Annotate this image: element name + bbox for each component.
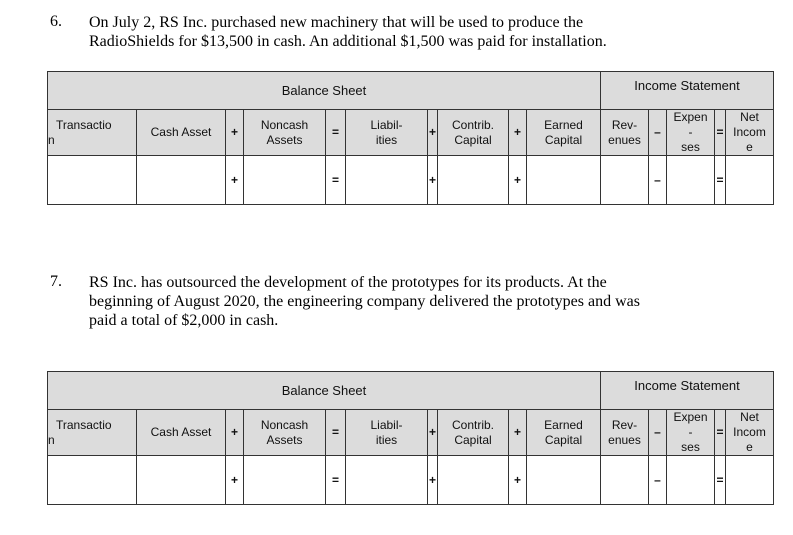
noncash-assets-header: Noncash Assets: [244, 110, 326, 156]
earned-capital-cell[interactable]: [527, 456, 601, 505]
income-statement-header: Income Statement: [601, 72, 774, 110]
question-7-number: 7.: [50, 273, 62, 290]
equals-sign: =: [715, 156, 726, 205]
net-income-cell[interactable]: [726, 156, 774, 205]
balance-sheet-header: Balance Sheet: [48, 72, 601, 110]
contributed-capital-header: Contrib. Capital: [438, 110, 509, 156]
contributed-capital-cell[interactable]: [438, 156, 509, 205]
contributed-capital-cell[interactable]: [438, 456, 509, 505]
equals-sign: =: [715, 410, 726, 456]
noncash-assets-header: Noncash Assets: [244, 410, 326, 456]
earned-capital-cell[interactable]: [527, 156, 601, 205]
plus-sign: +: [226, 110, 244, 156]
equals-sign: =: [326, 156, 346, 205]
plus-sign: +: [428, 456, 438, 505]
minus-sign: –: [649, 456, 667, 505]
equals-sign: =: [326, 410, 346, 456]
minus-sign: –: [649, 156, 667, 205]
transaction-table-7: [47, 371, 774, 505]
cash-asset-cell[interactable]: [137, 456, 226, 505]
question-6-line-2: RadioShields for $13,500 in cash. An additional $1,500 was paid for installation.: [89, 33, 607, 50]
equals-sign: =: [715, 110, 726, 156]
revenues-header: Rev- enues: [601, 110, 649, 156]
plus-sign: +: [226, 156, 244, 205]
question-7-line-1: RS Inc. has outsourced the development of the prototypes for its products. At the: [89, 274, 607, 291]
revenues-header: Rev- enues: [601, 410, 649, 456]
equals-sign: =: [715, 456, 726, 505]
expenses-cell[interactable]: [667, 456, 715, 505]
transaction-cell[interactable]: [48, 456, 137, 505]
plus-sign: +: [509, 110, 527, 156]
equals-sign: =: [326, 456, 346, 505]
transaction-table-6: [47, 71, 774, 205]
question-6-line-1: On July 2, RS Inc. purchased new machinery that will be used to produce the: [89, 14, 584, 31]
plus-sign: +: [428, 410, 438, 456]
contributed-capital-header: Contrib. Capital: [438, 410, 509, 456]
expenses-header: Expen - ses: [667, 110, 715, 156]
expenses-cell[interactable]: [667, 156, 715, 205]
noncash-assets-cell[interactable]: [244, 456, 326, 505]
plus-sign: +: [226, 456, 244, 505]
plus-sign: +: [428, 156, 438, 205]
earned-capital-header: Earned Capital: [527, 410, 601, 456]
question-6-text: [89, 13, 607, 51]
balance-sheet-header: Balance Sheet: [48, 372, 601, 410]
transaction-cell[interactable]: [48, 156, 137, 205]
cash-asset-header: Cash Asset: [137, 410, 226, 456]
question-7-line-2: beginning of August 2020, the engineering company delivered the prototypes and was: [89, 293, 640, 310]
revenues-cell[interactable]: [601, 156, 649, 205]
expenses-header: Expen - ses: [667, 410, 715, 456]
noncash-assets-cell[interactable]: [244, 156, 326, 205]
liabilities-header: Liabil- ities: [346, 410, 428, 456]
earned-capital-header: Earned Capital: [527, 110, 601, 156]
liabilities-cell[interactable]: [346, 456, 428, 505]
net-income-cell[interactable]: [726, 456, 774, 505]
question-7-line-3: paid a total of $2,000 in cash.: [89, 312, 279, 329]
question-7-text: [89, 273, 640, 330]
cash-asset-header: Cash Asset: [137, 110, 226, 156]
net-income-header: Net Incom e: [726, 110, 774, 156]
net-income-header: Net Incom e: [726, 410, 774, 456]
plus-sign: +: [509, 410, 527, 456]
cash-asset-cell[interactable]: [137, 156, 226, 205]
plus-sign: +: [509, 456, 527, 505]
plus-sign: +: [226, 410, 244, 456]
minus-sign: –: [649, 110, 667, 156]
plus-sign: +: [428, 110, 438, 156]
transaction-header: Transactio n: [48, 410, 137, 456]
liabilities-header: Liabil- ities: [346, 110, 428, 156]
transaction-header: Transactio n: [48, 110, 137, 156]
income-statement-header: Income Statement: [601, 372, 774, 410]
liabilities-cell[interactable]: [346, 156, 428, 205]
plus-sign: +: [509, 156, 527, 205]
equals-sign: =: [326, 110, 346, 156]
minus-sign: –: [649, 410, 667, 456]
question-6-number: 6.: [50, 13, 62, 30]
revenues-cell[interactable]: [601, 456, 649, 505]
